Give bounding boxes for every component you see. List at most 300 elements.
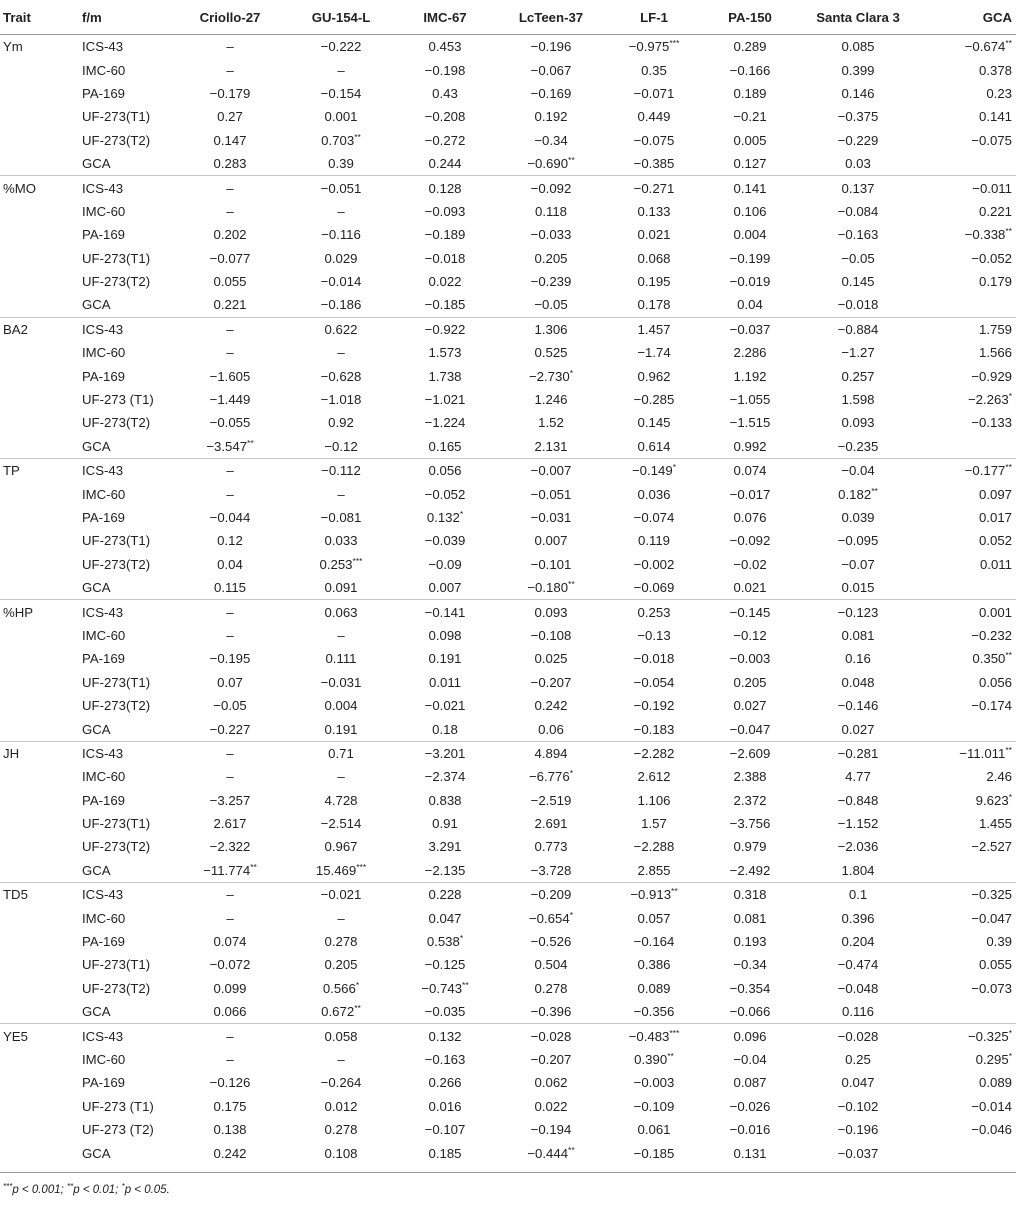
value-cell: 0.093: [494, 600, 608, 624]
value-cell: −0.047: [971, 910, 1012, 926]
value-cell: 0.278: [534, 980, 568, 996]
table-row: [0, 364, 1016, 387]
value-cell: −0.163: [837, 227, 879, 243]
value-cell: −0.116: [321, 227, 361, 243]
parent-cell: UF-273(T1): [82, 533, 151, 549]
value-cell: −0.34: [534, 132, 568, 148]
parent-cell: PA-169: [82, 934, 126, 950]
footnote: [3, 1184, 170, 1196]
table-row: [0, 58, 1016, 81]
trait-cell: %MO: [0, 176, 78, 200]
value-cell: 0.204: [841, 934, 875, 950]
value-cell: −0.12: [733, 627, 767, 643]
value-cell: −0.281: [800, 741, 916, 765]
value-cell: 0.004: [324, 698, 358, 714]
value-cell: −0.848: [837, 792, 879, 808]
value-cell: −0.02: [733, 556, 767, 572]
value-cell: −0.051: [530, 486, 572, 502]
value-cell: 0.178: [637, 297, 671, 313]
table-row: [0, 129, 1016, 152]
trait-cell: [0, 152, 78, 176]
parent-cell: UF-273 (T1): [82, 1098, 154, 1114]
value-cell: −0.474: [837, 957, 879, 973]
value-cell: 2.612: [637, 769, 671, 785]
value-cell: −0.028: [494, 1024, 608, 1048]
value-cell: 1.573: [428, 345, 462, 361]
value-cell: −3.257: [209, 792, 251, 808]
table-row: [0, 176, 1016, 200]
value-cell: −1.605: [209, 368, 251, 384]
value-cell: −0.075: [633, 132, 675, 148]
value-cell: 0.137: [800, 176, 916, 200]
value-cell: 0.253: [608, 600, 700, 624]
value-cell: 0.838: [428, 792, 462, 808]
value-cell: −0.05: [841, 250, 875, 266]
value-cell: 1.566: [978, 345, 1012, 361]
value-cell: –: [226, 769, 234, 785]
parent-cell: UF-273(T1): [82, 109, 151, 125]
value-cell: −0.018: [424, 250, 466, 266]
trait-cell: [0, 270, 78, 293]
value-cell: −0.526: [530, 934, 572, 950]
value-cell: −0.272: [424, 132, 466, 148]
parent-cell: UF-273 (T1): [82, 392, 154, 408]
table-row: [0, 671, 1016, 694]
value-cell: 0.350**: [972, 650, 1012, 667]
table-row: [0, 624, 1016, 647]
value-cell: −0.016: [729, 1122, 771, 1138]
value-cell: −2.288: [633, 839, 675, 855]
table-row: [0, 1118, 1016, 1141]
table-row: [0, 1024, 1016, 1048]
value-cell: −0.05: [213, 698, 247, 714]
value-cell: −0.05: [534, 297, 568, 313]
value-cell: −0.356: [633, 1004, 675, 1020]
value-cell: 1.804: [841, 862, 875, 878]
value-cell: 0.099: [213, 980, 247, 996]
value-cell: 2.691: [534, 816, 568, 832]
value-cell: 2.46: [986, 769, 1012, 785]
table-row: [0, 1141, 1016, 1164]
value-cell: −0.028: [800, 1024, 916, 1048]
value-cell: −0.13: [637, 627, 671, 643]
value-cell: 0.175: [213, 1098, 247, 1114]
value-cell: 0.386: [637, 957, 671, 973]
value-cell: 0.007: [534, 533, 568, 549]
header-gu-154-l: GU-154-L: [286, 0, 396, 35]
table-row: [0, 200, 1016, 223]
value-cell: −2.519: [530, 792, 572, 808]
value-cell: 0.35: [641, 62, 667, 78]
value-cell: −11.011**: [916, 741, 1016, 765]
value-cell: 0.047: [428, 910, 462, 926]
value-cell: −2.282: [608, 741, 700, 765]
value-cell: −0.483***: [608, 1024, 700, 1048]
table-row: [0, 741, 1016, 765]
value-cell: 0.23: [986, 85, 1012, 101]
value-cell: 0.962: [637, 368, 671, 384]
value-cell: −0.195: [209, 651, 251, 667]
parent-cell: PA-169: [82, 85, 126, 101]
value-cell: 0.138: [213, 1122, 247, 1138]
value-cell: −0.04: [733, 1051, 767, 1067]
value-cell: 0.089: [978, 1075, 1012, 1091]
value-cell: 0.205: [733, 674, 767, 690]
value-cell: 0.202: [213, 227, 247, 243]
value-cell: 0.43: [432, 85, 458, 101]
value-cell: 0.048: [841, 674, 875, 690]
value-cell: −0.628: [320, 368, 362, 384]
value-cell: −0.026: [729, 1098, 771, 1114]
parent-cell: UF-273(T2): [82, 132, 151, 148]
value-cell: −0.34: [733, 957, 767, 973]
header-row: [0, 0, 1016, 35]
value-cell: 0.132: [396, 1024, 494, 1048]
value-cell: −0.011: [916, 176, 1016, 200]
value-cell: −0.185: [424, 297, 466, 313]
value-cell: −0.04: [800, 459, 916, 483]
parent-cell: UF-273(T2): [82, 274, 151, 290]
trait-cell: [0, 506, 78, 529]
value-cell: –: [337, 627, 345, 643]
value-cell: –: [226, 39, 234, 55]
value-cell: 0.193: [733, 934, 767, 950]
value-cell: −1.152: [837, 816, 879, 832]
trait-cell: [0, 1000, 78, 1024]
value-cell: –: [174, 600, 286, 624]
value-cell: 0.228: [396, 883, 494, 907]
value-cell: 0.39: [986, 934, 1012, 950]
value-cell: 0.061: [637, 1122, 671, 1138]
value-cell: 0.063: [286, 600, 396, 624]
value-cell: 0.145: [637, 415, 671, 431]
value-cell: −0.174: [971, 698, 1012, 714]
value-cell: 0.16: [845, 651, 871, 667]
bottom-rule: [0, 1172, 1016, 1173]
trait-cell: [0, 1095, 78, 1118]
value-cell: 0.289: [733, 39, 767, 55]
value-cell: 0.131: [733, 1145, 767, 1161]
value-cell: 0.021: [637, 227, 671, 243]
value-cell: 0.992: [733, 438, 767, 454]
parent-cell: PA-169: [82, 792, 126, 808]
value-cell: −0.044: [209, 510, 251, 525]
value-cell: −1.515: [729, 415, 771, 431]
value-cell: −2.527: [971, 839, 1012, 855]
value-cell: [916, 576, 1016, 600]
value-cell: 0.1: [800, 883, 916, 907]
value-cell: 0.022: [534, 1098, 568, 1114]
trait-cell: [0, 341, 78, 364]
value-cell: 2.617: [213, 816, 247, 832]
value-cell: −2.135: [424, 862, 466, 878]
value-cell: 0.71: [286, 741, 396, 765]
table-row: [0, 576, 1016, 600]
parent-cell: PA-169: [82, 1075, 126, 1091]
value-cell: 0.396: [841, 910, 875, 926]
value-cell: [916, 435, 1016, 459]
value-cell: −0.186: [320, 297, 362, 313]
value-cell: −0.018: [633, 651, 675, 667]
value-cell: 0.022: [428, 274, 462, 290]
value-cell: 0.27: [217, 109, 243, 125]
value-cell: 0.622: [286, 317, 396, 341]
value-cell: 0.108: [324, 1145, 358, 1161]
value-cell: 0.021: [733, 580, 767, 596]
value-cell: −0.208: [424, 109, 466, 125]
trait-cell: [0, 58, 78, 81]
value-cell: 1.57: [641, 816, 667, 832]
value-cell: −0.271: [608, 176, 700, 200]
parent-cell: IMC-60: [82, 910, 126, 926]
parent-cell: ICS-43: [82, 39, 124, 55]
table-row: [0, 812, 1016, 835]
value-cell: 0.039: [841, 510, 875, 525]
significance-text: p < 0.01;: [73, 1184, 119, 1196]
value-cell: −0.913**: [608, 883, 700, 907]
value-cell: 4.894: [494, 741, 608, 765]
table-row: [0, 317, 1016, 341]
parent-cell: IMC-60: [82, 62, 126, 78]
table-row: [0, 105, 1016, 128]
value-cell: 1.106: [637, 792, 671, 808]
value-cell: −11.774**: [203, 861, 257, 878]
value-cell: 0.12: [217, 533, 243, 549]
value-cell: –: [174, 741, 286, 765]
value-cell: −0.169: [530, 85, 572, 101]
value-cell: 0.03: [845, 156, 871, 172]
value-cell: 0.146: [841, 85, 875, 101]
significance-mark: **: [67, 1182, 74, 1191]
value-cell: −0.073: [971, 980, 1012, 996]
value-cell: −2.492: [729, 862, 771, 878]
header-criollo-27: Criollo-27: [174, 0, 286, 35]
value-cell: 0.055: [213, 274, 247, 290]
parent-cell: GCA: [82, 156, 111, 172]
value-cell: −0.046: [971, 1122, 1012, 1138]
value-cell: −0.072: [209, 957, 251, 973]
value-cell: −0.235: [837, 438, 879, 454]
value-cell: 0.141: [700, 176, 800, 200]
parent-cell: IMC-60: [82, 769, 126, 785]
value-cell: 0.029: [324, 250, 358, 266]
value-cell: −0.101: [530, 556, 572, 572]
value-cell: −0.051: [286, 176, 396, 200]
value-cell: −0.133: [971, 415, 1012, 431]
trait-cell: [0, 129, 78, 152]
value-cell: −0.035: [424, 1004, 466, 1020]
parent-cell: UF-273(T2): [82, 415, 151, 431]
value-cell: −0.107: [424, 1122, 466, 1138]
value-cell: 0.614: [637, 438, 671, 454]
trait-cell: [0, 1071, 78, 1094]
value-cell: 0.058: [286, 1024, 396, 1048]
value-cell: −0.654*: [528, 909, 573, 926]
value-cell: −1.224: [424, 415, 466, 431]
value-cell: 0.141: [978, 109, 1012, 125]
value-cell: 0.118: [534, 203, 568, 219]
value-cell: −0.069: [633, 580, 675, 596]
value-cell: 0.566*: [322, 979, 360, 996]
parent-cell: PA-169: [82, 368, 126, 384]
value-cell: 0.191: [428, 651, 462, 667]
value-cell: −0.354: [729, 980, 771, 996]
value-cell: −2.374: [424, 769, 466, 785]
value-cell: 1.306: [494, 317, 608, 341]
value-cell: −0.444**: [527, 1144, 575, 1161]
parent-cell: IMC-60: [82, 627, 126, 643]
significance-mark: *: [121, 1182, 125, 1191]
value-cell: −0.037: [700, 317, 800, 341]
value-cell: −3.756: [729, 816, 771, 832]
table-row: [0, 600, 1016, 624]
value-cell: −1.018: [320, 392, 362, 408]
value-cell: −0.081: [320, 510, 362, 525]
value-cell: −0.922: [396, 317, 494, 341]
value-cell: −0.052: [971, 250, 1012, 266]
value-cell: −0.07: [841, 556, 875, 572]
value-cell: −0.180**: [527, 579, 575, 596]
value-cell: −0.232: [971, 627, 1012, 643]
value-cell: −0.123: [800, 600, 916, 624]
value-cell: 0.096: [700, 1024, 800, 1048]
table-row: [0, 223, 1016, 246]
value-cell: –: [226, 1051, 234, 1067]
value-cell: 0.068: [637, 250, 671, 266]
value-cell: [916, 293, 1016, 317]
value-cell: 0.195: [637, 274, 671, 290]
value-cell: 0.390**: [634, 1050, 674, 1067]
table-row: [0, 765, 1016, 788]
value-cell: –: [174, 459, 286, 483]
value-cell: −0.003: [633, 1075, 675, 1091]
trait-cell: [0, 765, 78, 788]
trait-cell: [0, 671, 78, 694]
trait-cell: [0, 576, 78, 600]
table-row: [0, 293, 1016, 317]
value-cell: 0.191: [324, 721, 358, 737]
value-cell: −0.066: [729, 1004, 771, 1020]
significance-mark: ***: [3, 1182, 13, 1191]
value-cell: −0.975***: [628, 38, 680, 55]
trait-cell: [0, 293, 78, 317]
table-row: [0, 835, 1016, 858]
value-cell: −0.21: [733, 109, 767, 125]
value-cell: −0.031: [320, 674, 362, 690]
value-cell: −0.183: [633, 721, 675, 737]
parent-cell: ICS-43: [78, 317, 174, 341]
value-cell: 0.066: [213, 1004, 247, 1020]
parent-cell: ICS-43: [78, 600, 174, 624]
value-cell: −0.325*: [916, 1024, 1016, 1048]
value-cell: 0.91: [432, 816, 458, 832]
value-cell: 0.074: [213, 934, 247, 950]
value-cell: 0.221: [213, 297, 247, 313]
header-pa-150: PA-150: [700, 0, 800, 35]
value-cell: −0.093: [424, 203, 466, 219]
value-cell: –: [226, 627, 234, 643]
value-cell: −0.229: [837, 132, 879, 148]
value-cell: −2.322: [209, 839, 251, 855]
value-cell: 0.147: [213, 132, 247, 148]
table-header: [0, 0, 1016, 35]
value-cell: 3.291: [428, 839, 462, 855]
value-cell: 0.278: [324, 934, 358, 950]
value-cell: 0.165: [428, 438, 462, 454]
value-cell: 0.672**: [321, 1003, 361, 1020]
trait-cell: [0, 553, 78, 576]
parent-cell: UF-273(T1): [82, 816, 151, 832]
value-cell: −0.055: [209, 415, 251, 431]
value-cell: 0.189: [733, 85, 767, 101]
parent-cell: UF-273(T2): [82, 980, 151, 996]
value-cell: −0.196: [530, 39, 572, 55]
table-row: [0, 270, 1016, 293]
value-cell: –: [226, 62, 234, 78]
parent-cell: UF-273(T2): [82, 698, 151, 714]
value-cell: −0.145: [700, 600, 800, 624]
value-cell: −0.12: [324, 438, 358, 454]
value-cell: −0.209: [494, 883, 608, 907]
value-cell: 1.738: [428, 368, 462, 384]
value-cell: 0.318: [700, 883, 800, 907]
value-cell: 15.469***: [315, 861, 367, 878]
value-cell: 0.18: [432, 721, 458, 737]
value-cell: −0.017: [729, 486, 771, 502]
trait-cell: [0, 1048, 78, 1071]
value-cell: 0.92: [328, 415, 354, 431]
table-row: [0, 1095, 1016, 1118]
value-cell: −0.194: [530, 1122, 572, 1138]
value-cell: −3.547**: [206, 437, 254, 454]
significance-text: p < 0.001;: [12, 1184, 64, 1196]
value-cell: 9.623*: [975, 791, 1012, 808]
value-cell: 0.128: [396, 176, 494, 200]
parent-cell: GCA: [82, 1145, 111, 1161]
table-row: [0, 529, 1016, 552]
value-cell: 0.011: [428, 674, 462, 690]
table-row: [0, 789, 1016, 812]
value-cell: −0.108: [530, 627, 572, 643]
value-cell: −2.036: [837, 839, 879, 855]
value-cell: –: [174, 1024, 286, 1048]
trait-cell: YE5: [0, 1024, 78, 1048]
table-row: [0, 977, 1016, 1000]
trait-cell: [0, 482, 78, 505]
value-cell: −0.067: [530, 62, 572, 78]
table-row: [0, 1048, 1016, 1071]
value-cell: –: [226, 345, 234, 361]
value-cell: 0.001: [324, 109, 358, 125]
value-cell: 0.036: [637, 486, 671, 502]
value-cell: −0.154: [320, 85, 362, 101]
value-cell: 0.07: [217, 674, 243, 690]
value-cell: –: [226, 910, 234, 926]
table-row: [0, 1000, 1016, 1024]
value-cell: 0.004: [733, 227, 767, 243]
value-cell: −0.189: [424, 227, 466, 243]
trait-cell: [0, 789, 78, 812]
value-cell: 0.017: [978, 510, 1012, 525]
table-row: [0, 152, 1016, 176]
value-cell: 1.598: [841, 392, 875, 408]
value-cell: 0.016: [428, 1098, 462, 1114]
value-cell: 0.145: [841, 274, 875, 290]
value-cell: −0.207: [530, 674, 572, 690]
parent-cell: IMC-60: [82, 1051, 126, 1067]
value-cell: 0.04: [217, 556, 243, 572]
header-imc-67: IMC-67: [396, 0, 494, 35]
